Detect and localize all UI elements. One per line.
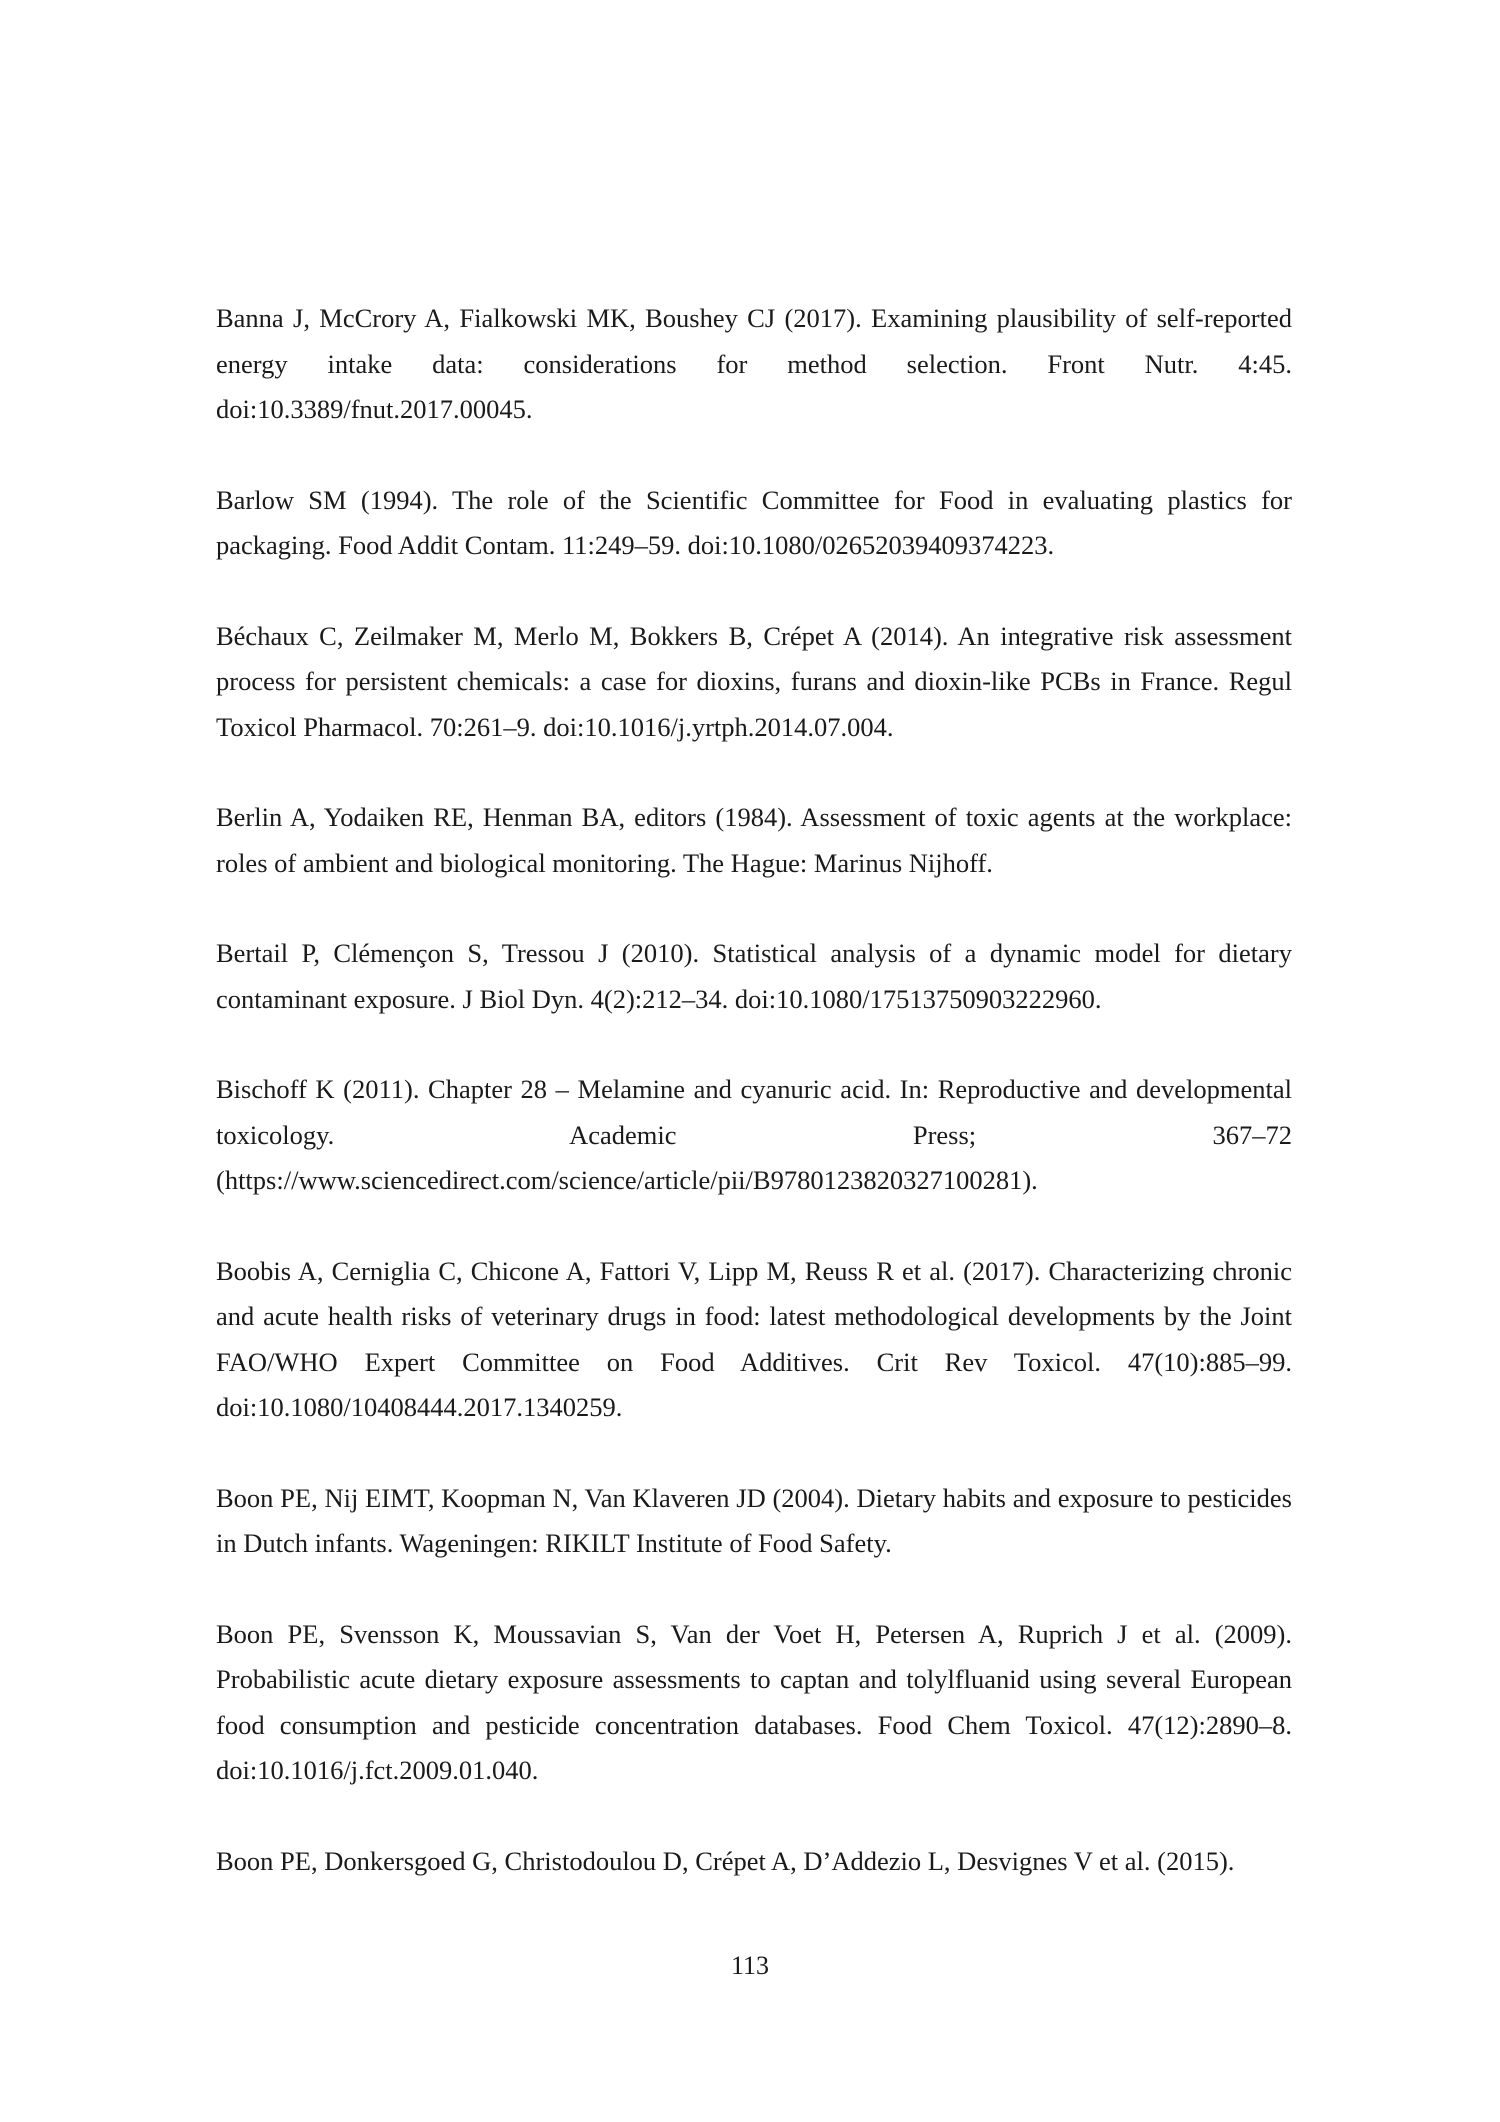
reference-entry: Banna J, McCrory A, Fialkowski MK, Boushey CJ (2017). Examining plausibility of self-reported energy intake data: considerations for method selection. Front Nutr. 4:45. doi:10.3389/fnut.2017.00045. bbox=[216, 303, 1292, 424]
reference-entry: Béchaux C, Zeilmaker M, Merlo M, Bokkers B, Crépet A (2014). An integrative risk assessment process for persistent chemicals: a case for dioxins, furans and dioxin-like PCBs in France. Regul Toxicol Pharmacol. 70:261–9. doi:10.1016/j.yrtph.2014.07.004. bbox=[216, 620, 1292, 742]
reference-list bbox=[216, 296, 1292, 1884]
reference-entry: Bertail P, Clémençon S, Tressou J (2010). Statistical analysis of a dynamic model for dietary contaminant exposure. J Biol Dyn. 4(2):212–34. doi:10.1080/17513750903222960. bbox=[216, 938, 1292, 1014]
reference-entry: Boobis A, Cerniglia C, Chicone A, Fattori V, Lipp M, Reuss R et al. (2017). Characterizing chronic and acute health risks of veterinary drugs in food: latest methodological developments by the Joint FAO/WHO Expert Committee on Food Additives. Crit Rev Toxicol. 47(10):885–99. doi:10.1080/10408444.2017.1340259. bbox=[216, 1255, 1292, 1422]
page-number: 113 bbox=[730, 1951, 770, 1980]
reference-entry: Berlin A, Yodaiken RE, Henman BA, editors (1984). Assessment of toxic agents at the workplace: roles of ambient and biological monitoring. The Hague: Marinus Nijhoff. bbox=[216, 802, 1292, 878]
reference-entry: Bischoff K (2011). Chapter 28 – Melamine and cyanuric acid. In: Reproductive and developmental toxicology. Academic Press; 367–72 (https://www.sciencedirect.com/science/article/pii/B9780123820327100281). bbox=[216, 1074, 1292, 1195]
reference-entry: Boon PE, Nij EIMT, Koopman N, Van Klaveren JD (2004). Dietary habits and exposure to pesticides in Dutch infants. Wageningen: RIKILT Institute of Food Safety. bbox=[216, 1482, 1292, 1558]
reference-entry: Barlow SM (1994). The role of the Scientific Committee for Food in evaluating plastics for packaging. Food Addit Contam. 11:249–59. doi:10.1080/02652039409374223. bbox=[216, 484, 1292, 560]
reference-entry: Boon PE, Donkersgoed G, Christodoulou D, Crépet A, D’Addezio L, Desvignes V et al. (2015). bbox=[216, 1845, 1235, 1876]
reference-entry: Boon PE, Svensson K, Moussavian S, Van der Voet H, Petersen A, Ruprich J et al. (2009). Probabilistic acute dietary exposure assessments to captan and tolylfluanid using several European food consumption and pesticide concentration databases. Food Chem Toxicol. 47(12):2890–8. doi:10.1016/j.fct.2009.01.040. bbox=[216, 1618, 1292, 1785]
